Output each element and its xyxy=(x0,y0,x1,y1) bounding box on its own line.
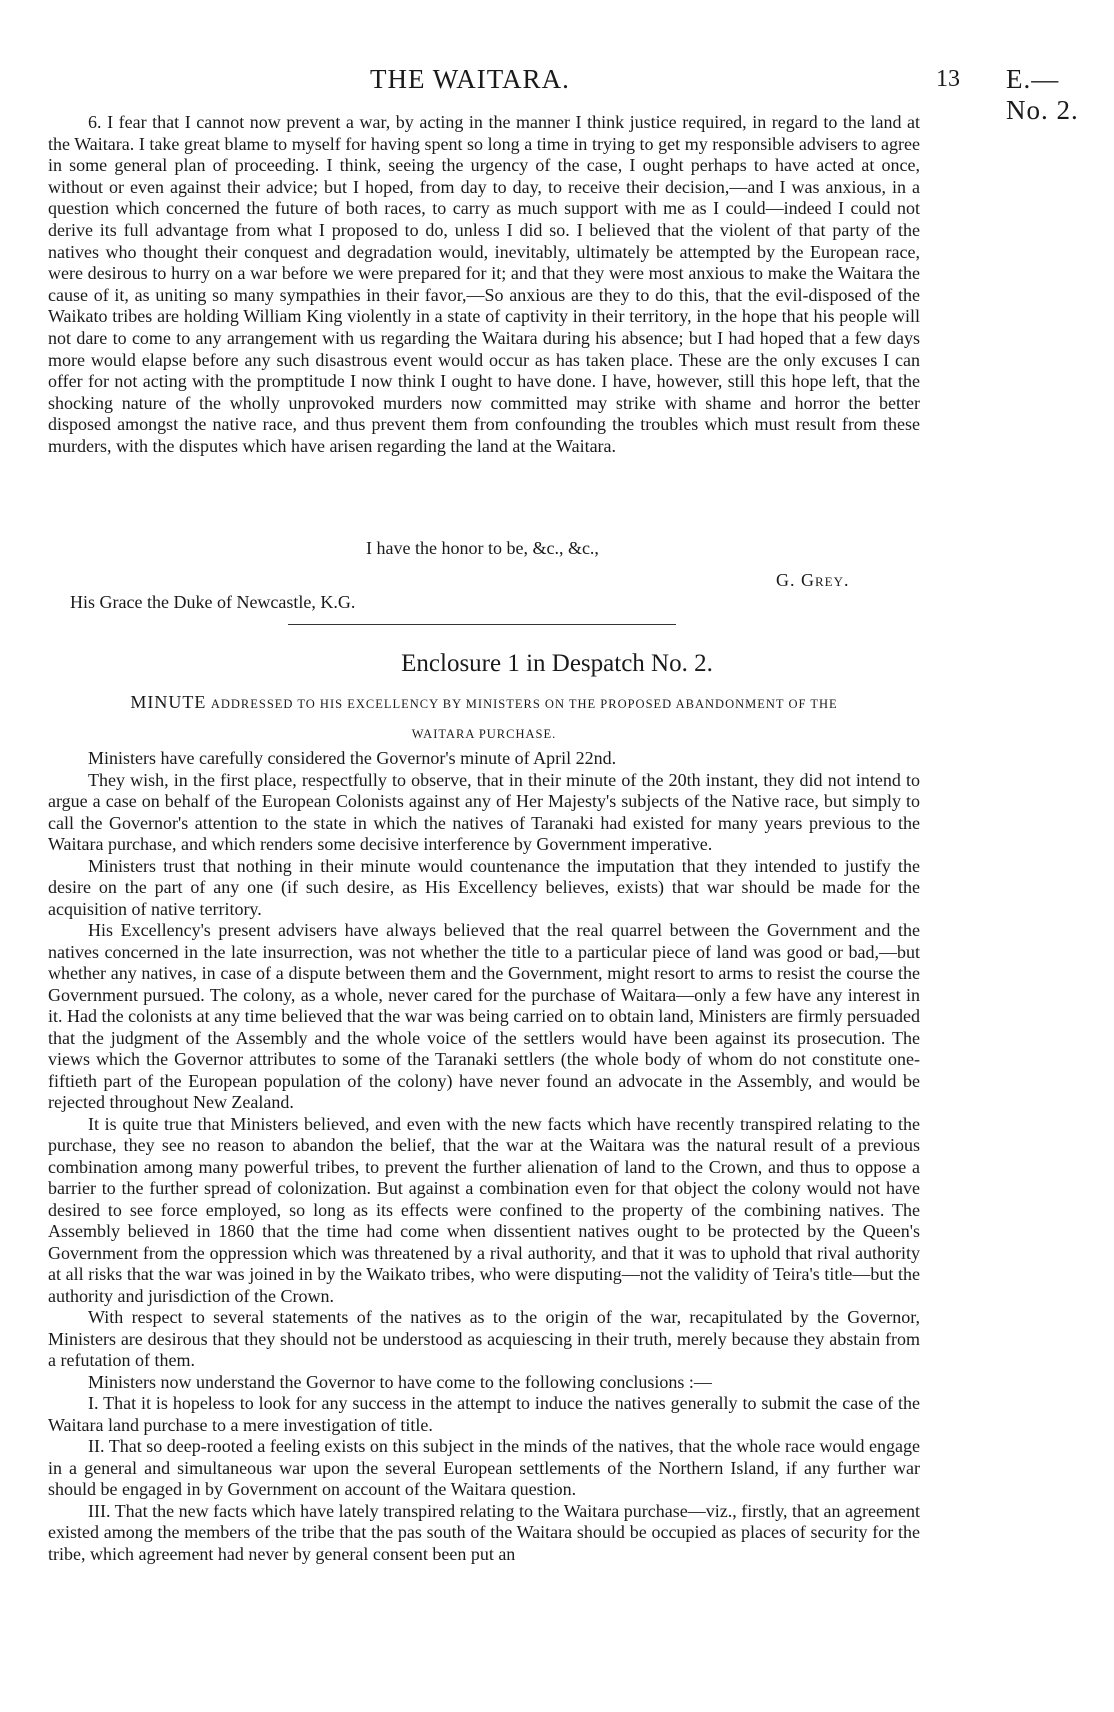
minute-heading-rest: ADDRESSED TO HIS EXCELLENCY BY MINISTERS ON THE PROPOSED ABANDONMENT OF THE xyxy=(210,697,838,711)
conclusion-item: I. That it is hopeless to look for any success in the attempt to induce the natives generally to submit the case of the Waitara land purchase to a mere investigation of title. xyxy=(48,1393,920,1435)
enclosure-title: Enclosure 1 in Despatch No. 2. xyxy=(401,650,713,677)
despatch-body xyxy=(48,112,920,458)
minute-body xyxy=(48,748,920,1565)
conclusion-item: II. That so deep-rooted a feeling exists on this subject in the minds of the natives, that the whole race would engage in a general and simultaneous war upon the several European settlements of the Northern Island, if any further war should be engaged in by Government on account of the Waitara question. xyxy=(48,1436,920,1499)
running-title: THE WAITARA. xyxy=(370,64,570,94)
despatch-closing xyxy=(48,538,920,618)
running-header xyxy=(48,64,1088,125)
minute-paragraph: With respect to several statements of the natives as to the origin of the war, recapitulated by the Governor, Ministers are desirous that they should not be understood as acquiescing in their truth, merely because they abstain from a refutation of them. xyxy=(48,1307,920,1370)
honor-line: I have the honor to be, &c., &c., xyxy=(366,538,599,558)
paragraph-6: 6. I fear that I cannot now prevent a war, by acting in the manner I think justice required, in regard to the land at the Waitara. I take great blame to myself for having spent so long a time in trying to get my responsible advisers to agree in some general plan of proceeding. I think, seeing the urgency of the case, I ought perhaps to have acted at once, without or even against their advice; but I hoped, from day to day, to receive their decision,—and I was anxious, in a question which concerned the future of both races, to carry as much support with me as I could—indeed I could not derive its full advantage from what I proposed to do, unless I did so. I believed that the violent of that party of the natives who thought their conquest and degradation would, inevitably, ultimately be attempted by the European race, were desirous to hurry on a war before we were prepared for it; and that they were most anxious to make the Waitara the cause of it, as uniting so many sympathies in their favor,—So anxious are they to do this, that the evil-disposed of the Waikato tribes are holding William King violently in a state of captivity in their territory, in the hope that his people will not dare to come to any arrangement with us regarding the Waitara during his absence; but I had hoped that a few days more would elapse before any such disastrous event would occur as has taken place. These are the only excuses I can offer for not acting with the promptitude I now think I ought to have done. I have, however, still this hope left, that the shocking nature of the wholly unprovoked murders now committed may strike with shame and horror the better disposed amongst the native race, and thus prevent them from confounding the troubles which must result from these murders, with the disputes which have arisen regarding the land at the Waitara. xyxy=(48,112,920,456)
page-number: 13 xyxy=(936,66,960,92)
minute-paragraph: It is quite true that Ministers believed, and even with the new facts which have recently transpired relating to the purchase, they see no reason to abandon the belief, that the war at the Waitara was the natural result of a previous combination among many powerful tribes, to prevent the further alienation of land to the Crown, and thus to oppose a barrier to the further spread of colonization. But against a combination even for that object the colony would not have desired to see force employed, so long as its effects were confined to the property of the combining natives. The Assembly believed in 1860 that the time had come when dissentient natives ought to be protected by the Queen's Government from the oppression which was threatened by a rival authority, and that it was to uphold that rival authority at all risks that the war was joined in by the Waikato tribes, who were disputing—not the validity of Teira's title—but the authority and jurisdiction of the Crown. xyxy=(48,1113,920,1306)
minute-paragraph: Ministers now understand the Governor to have come to the following conclusions :— xyxy=(88,1371,712,1392)
signature: G. Grey. xyxy=(776,570,850,590)
addressee: His Grace the Duke of Newcastle, K.G. xyxy=(70,592,356,612)
minute-paragraph: They wish, in the first place, respectfully to observe, that in their minute of the 20th instant, they did not intend to argue a case on behalf of the European Colonists against any of Her Majesty's subjects of the Native race, but simply to call the Governor's attention to the state in which the natives of Taranaki had existed for many years previous to the Waitara purchase, and which renders some decisive interference by Government imperative. xyxy=(48,769,920,854)
minute-paragraph: Ministers trust that nothing in their minute would countenance the imputation that they intended to justify the desire on the part of any one (if such desire, as His Excellency believes, exists) that war should be made for the acquisition of native territory. xyxy=(48,855,920,919)
minute-heading xyxy=(48,688,920,748)
conclusion-item: III. That the new facts which have lately transpired relating to the Waitara purchase—viz., firstly, that an agreement existed among the members of the tribe that the pas south of the Waitara should be occupied as places of security for the tribe, which agreement had never by general consent been put an xyxy=(48,1500,920,1564)
minute-heading-line2: WAITARA PURCHASE. xyxy=(411,727,557,741)
minute-paragraph: Ministers have carefully considered the Governor's minute of April 22nd. xyxy=(88,748,617,768)
minute-paragraph: His Excellency's present advisers have always believed that the real quarrel between the Government and the natives concerned in the late insurrection, was not whether the title to a particular piece of land was good or bad,—but whether any natives, in case of a dispute between them and the Government, might resort to arms to resist the course the Government pursued. The colony, as a whole, never cared for the purchase of Waitara—only a few have any interest in it. Had the colonists at any time believed that the war was being carried on to obtain land, Ministers are firmly persuaded that the judgment of the Assembly and the whole voice of the settlers would have been against its prosecution. The views which the Governor attributes to some of the Taranaki settlers (the whole body of whom do not constitute one-fiftieth part of the European population of the colony) have never found an advocate in the Assembly, and would be rejected throughout New Zealand. xyxy=(48,920,920,1112)
section-divider xyxy=(288,624,676,625)
minute-heading-lead: MINUTE xyxy=(130,692,207,712)
series-number: E.—No. 2. xyxy=(1006,64,1079,125)
